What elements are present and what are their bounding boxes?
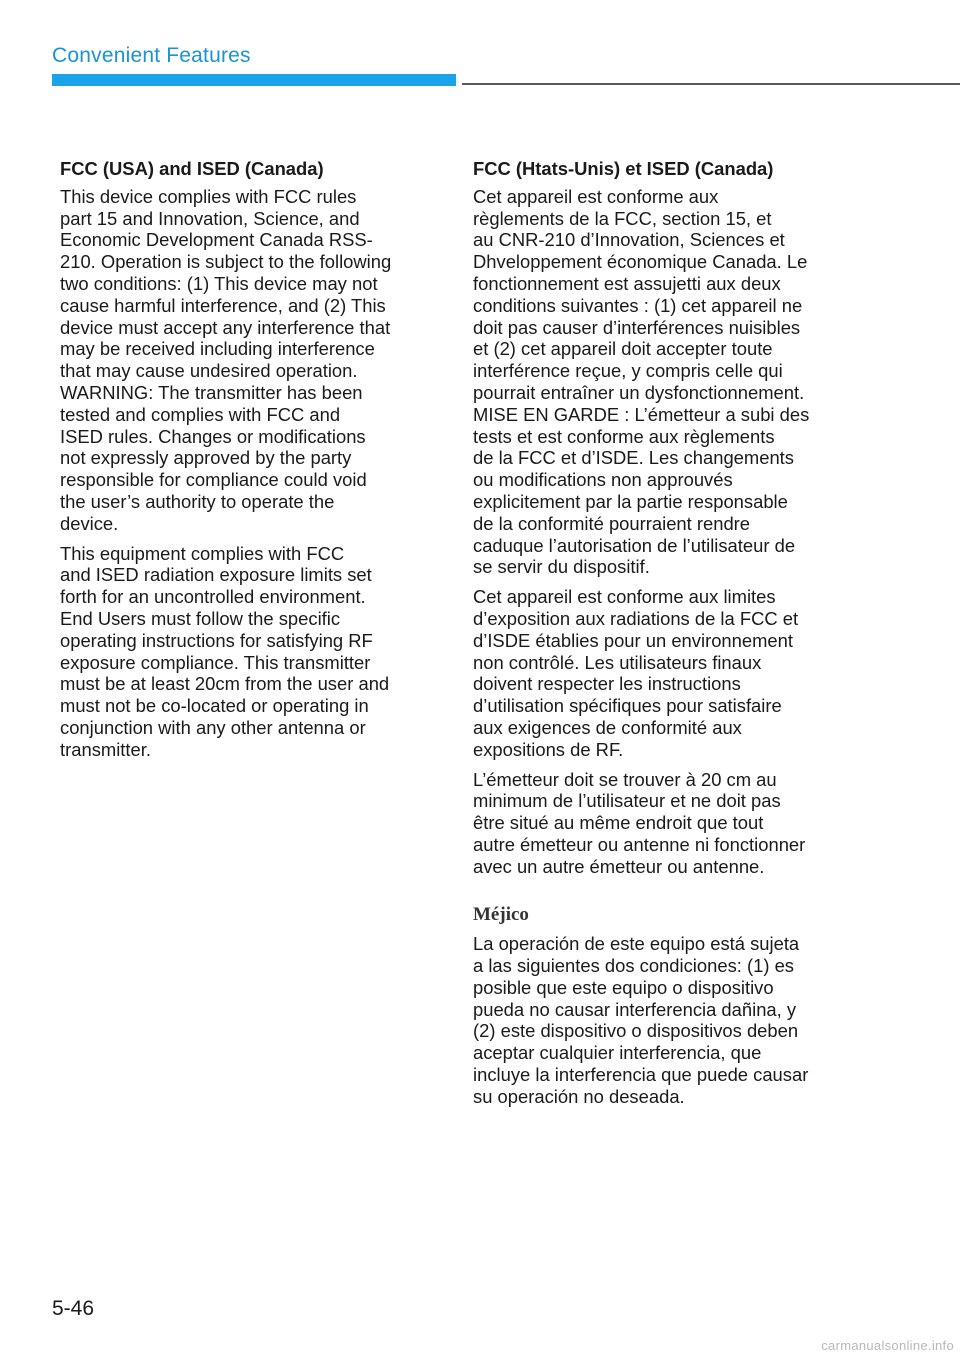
- mexico-paragraph: La operación de este equipo está sujeta a las siguientes dos condiciones: (1) es posible que este equipo o dispositivo pueda no causar interferencia dañina, y (2) este dispositivo o dispositivos deben aceptar cualquier interferencia, que incluye la interferencia que puede causar su operación no deseada.: [473, 933, 809, 1107]
- mexico-heading: Méjico: [473, 903, 529, 925]
- rf-exposure-paragraph-en: This equipment complies with FCC and ISED radiation exposure limits set forth for an uncontrolled environment. End Users must follow the specific operating instructions for satisfying RF exposure compliance. This transmitter must be at least 20cm from the user and must not be co-located or operating in conjunction with any other antenna or transmitter.: [60, 542, 390, 760]
- left-column: [60, 158, 440, 769]
- header-accent-rule: [52, 74, 456, 86]
- right-column: [473, 158, 865, 1116]
- section-title: Convenient Features: [52, 44, 251, 67]
- page-number: 5-46: [52, 1297, 95, 1320]
- fcc-ised-heading-en: FCC (USA) and ISED (Canada): [60, 158, 324, 179]
- transmitter-distance-paragraph-fr: L’émetteur doit se trouver à 20 cm au minimum de l’utilisateur et ne doit pas être situé au même endroit que tout autre émetteur ou antenne ni fonctionner avec un autre émetteur ou antenne.: [473, 768, 806, 877]
- header-divider-rule: [462, 83, 960, 85]
- compliance-paragraph-en: This device complies with FCC rules part 15 and Innovation, Science, and Economic Development Canada RSS- 210. Operation is subject to the following two conditions: (1) This device may not cause harmful interference, and (2) This device must accept any interference that may be received including interference that may cause undesired operation. WARNING: The transmitter has been tested and complies with FCC and ISED rules. Changes or modifications not expressly approved by the party responsible for compliance could void the user’s authority to operate the device.: [60, 185, 392, 534]
- rf-exposure-paragraph-fr: Cet appareil est conforme aux limites d’exposition aux radiations de la FCC et d’ISDE établies pour un environnement non contrôlé. Les utilisateurs finaux doivent respecter les instructions d’utilisation spécifiques pour satisfaire aux exigences de conformité aux expositions de RF.: [473, 586, 799, 760]
- compliance-paragraph-fr: Cet appareil est conforme aux règlements de la FCC, section 15, et au CNR-210 d’Innovation, Sciences et Dhveloppement économique Canada. Le fonctionnement est assujetti aux deux conditions suivantes : (1) cet appareil ne doit pas causer d’interférences nuisibles et (2) cet appareil doit accepter toute interférence reçue, y compris celle qui pourrait entraîner un dysfonctionnement. MISE EN GARDE : L’émetteur a subi des tests et est conforme aux règlements de la FCC et d’ISDE. Les changements ou modifications non approuvés explicitement par la partie responsable de la conformité pourraient rendre caduque l’autorisation de l’utilisateur de se servir du dispositif.: [473, 185, 810, 578]
- watermark: carmanualsonline.info: [821, 1338, 954, 1353]
- fcc-ised-heading-fr: FCC (Htats-Unis) et ISED (Canada): [473, 158, 774, 179]
